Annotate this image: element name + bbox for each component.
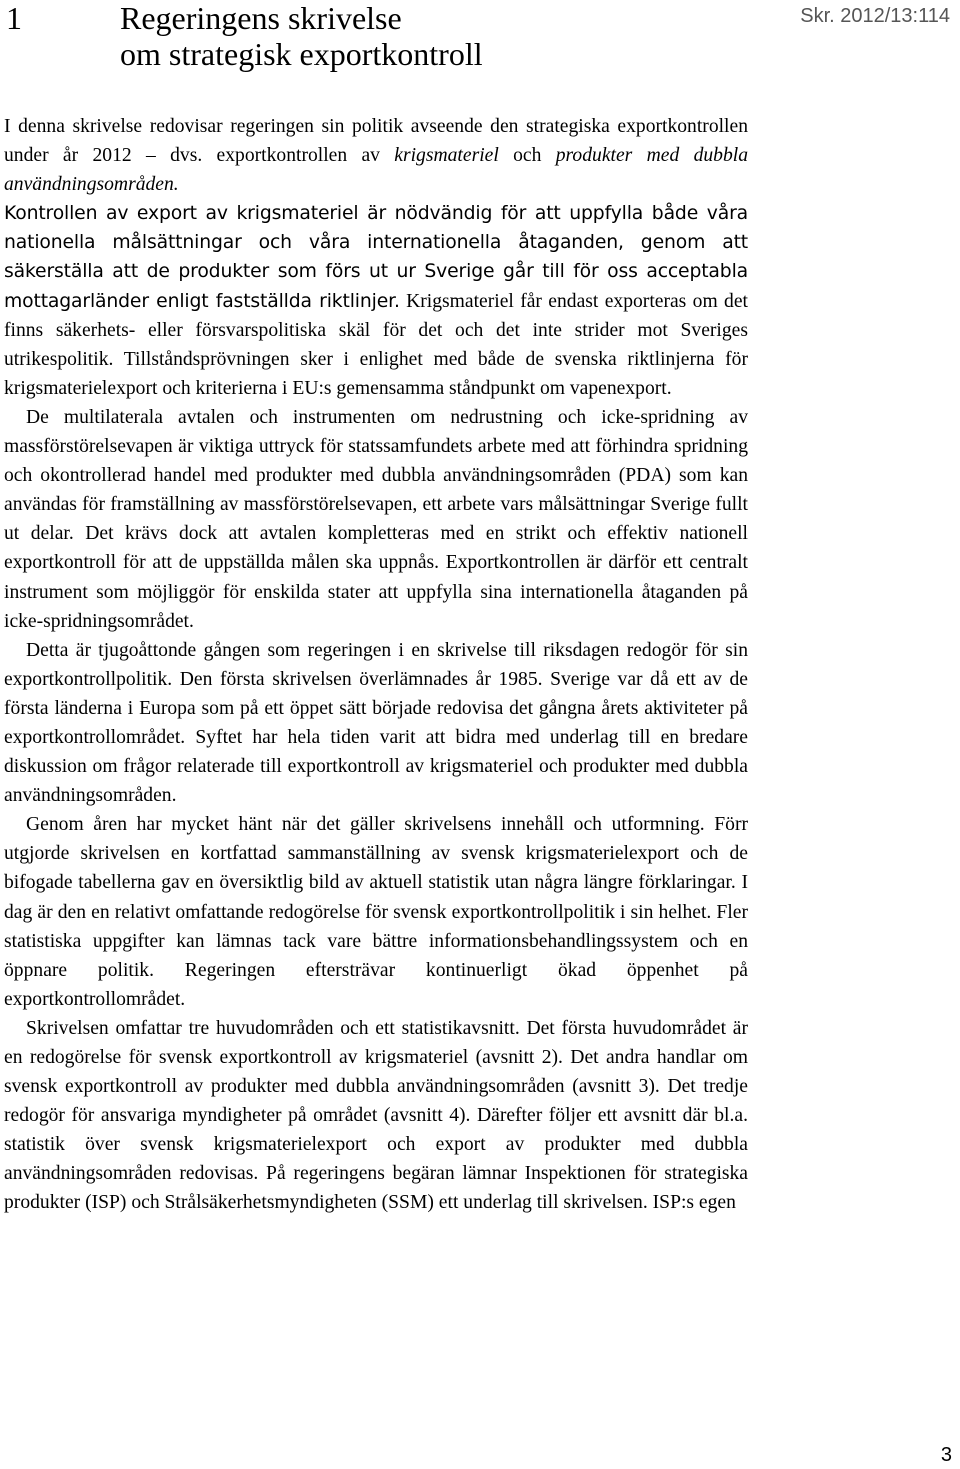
paragraph-control-text-2: Krigsmateriel får endast exporteras om det finns säkerhets- eller försvarspolitiska skäl för det och det inte strider mot Sveriges utrikespolitik. Tillståndsprövningen sker i enlighet med både de svenska riktlinjerna för krigsmaterielexport och kriterierna i EU:s gemensamma ståndpunkt om vapenexport. <box>4 290 748 399</box>
paragraph-structure: Skrivelsen omfattar tre huvudområden och ett statistikavsnitt. Det första huvudområdet är en redogörelse för svensk exportkontroll av krigsmateriel (avsnitt 2). Det andra handlar om svensk exportkontroll av produkter med dubbla användningsområden (avsnitt 3). Det tredje redogör för ansvariga myndigheter på området (avsnitt 4). Därefter följer ett avsnitt där bl.a. statistik över svensk krigsmaterielexport och export av produkter med dubbla användningsområden redovisas. På regeringens begäran lämnar Inspektionen för strategiska produkter (ISP) och Strålsäkerhetsmyndigheten (SSM) ett underlag till skrivelsen. ISP:s egen <box>4 1017 748 1214</box>
paragraph-control-text-1: Kontrollen av export av krigsmateriel är nödvändig för att uppfylla både våra nationella målsättningar och våra internationella åtaganden, genom att säkerställa att de produkter som förs ut ur Sverige går till för oss acceptabla mottagarländer enligt fastställda riktlinjer. <box>4 203 748 312</box>
paragraph-intro <box>4 112 748 199</box>
chapter-title <box>120 0 640 72</box>
chapter-title-line-2: om strategisk exportkontroll <box>120 36 483 72</box>
body-text <box>4 112 748 1218</box>
chapter-number: 1 <box>6 0 22 36</box>
chapter-title-line-1: Regeringens skrivelse <box>120 0 402 36</box>
paragraph-intro-text: I denna skrivelse redovisar regeringen sin politik avseende den strategiska exportkontrollen under år 2012 – dvs. exportkontrollen av <box>4 116 748 167</box>
document-reference: Skr. 2012/13:114 <box>800 5 950 27</box>
paragraph-intro-italic-1: krigsmateriel <box>394 145 499 167</box>
paragraph-history: Detta är tjugoåttonde gången som regeringen i en skrivelse till riksdagen redogör för sin exportkontrollpolitik. Den första skrivelsen överlämnades år 1985. Sverige var då ett av de första länderna i Europa som på ett öppet sätt började redovisa det gångna årets aktiviteter på exportkontrollområdet. Syftet har hela tiden varit att bidra med underlag till en bredare diskussion om frågor relaterade till exportkontroll av krigsmateriel och produkter med dubbla användningsområden. <box>4 639 748 807</box>
paragraph-intro-italic-2: produkter med dubbla användningsområden. <box>4 145 749 196</box>
paragraph-development: Genom åren har mycket hänt när det gäller skrivelsens innehåll och utformning. Förr utgjorde skrivelsen en kortfattad sammanställning av svensk krigsmaterielexport och de bifogade tabellerna gav en översiktlig bild av aktuell statistik utan några längre förklaringar. I dag är den en relativt omfattande redogörelse för svensk exportkontrollpolitik i sin helhet. Fler statistiska uppgifter kan lämnas tack vare bättre informationsbehandlingssystem och en öppnare politik. Regeringen eftersträvar kontinuerligt ökad öppenhet på exportkontrollområdet. <box>4 814 748 1010</box>
paragraph-multilateral: De multilaterala avtalen och instrumenten om nedrustning och icke-spridning av massförstörelsevapen är viktiga uttryck för statssamfundets arbete med att förhindra spridning och okontrollerad handel med produkter med dubbla användningsområden (PDA) som kan användas för framställning av massförstörelsevapen, ett arbete vars målsättningar Sverige fullt ut delar. Det krävs dock att avtalen kompletteras med en strikt och effektiv nationell exportkontroll för att de uppställda målen ska uppnås. Exportkontrollen är därför ett centralt instrument som möjliggör för enskilda stater att uppfylla sina internationella åtaganden på icke-spridningsområdet. <box>4 406 748 632</box>
page-number: 3 <box>940 1444 952 1466</box>
paragraph-control <box>4 199 748 403</box>
paragraph-intro-text-2: och <box>498 145 556 167</box>
